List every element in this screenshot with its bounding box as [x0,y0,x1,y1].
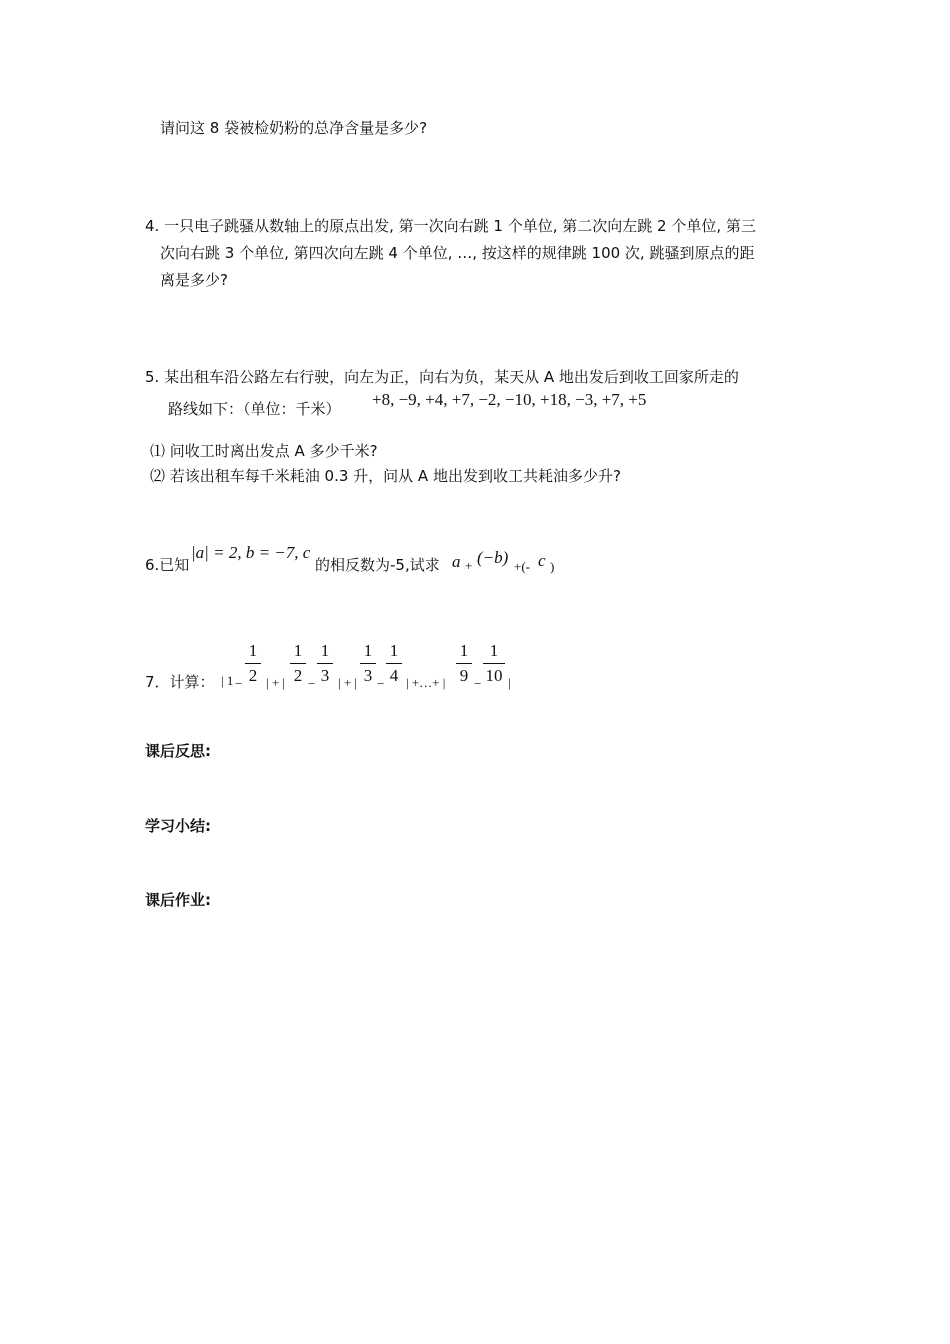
question-6-middle: 的相反数为-5,试求 [315,556,440,574]
section-homework: 课后作业: [145,891,211,909]
question-5-line-1: 5. 某出租车沿公路左右行驶，向左为正，向右为负，某天从 A 地出发后到收工回家所走的 [145,368,739,386]
fraction-1-10: 1 10 [483,641,505,686]
expr-close: ) [550,559,555,574]
question-5-sub-1: ⑴ 问收工时离出发点 A 多少千米? [150,442,378,460]
minus-4: − [474,676,482,691]
fraction-1-2b: 1 2 [290,641,306,686]
minus-2: − [308,676,316,691]
fraction-1-2: 1 2 [245,641,261,686]
expr-neg-b: (−b) [477,548,509,567]
route-values: +8, −9, +4, +7, −2, −10, +18, −3, +7, +5 [372,390,647,409]
expr-c: c [538,551,546,570]
expr-a: a [452,552,461,571]
expr-plus-2: +(- [514,559,530,574]
abs-end: | [508,675,511,690]
fraction-1-3: 1 3 [317,641,333,686]
separator-1: | + | [266,675,286,690]
fraction-1-4: 1 4 [386,641,402,686]
question-3-tail: 请问这 8 袋被检奶粉的总净含量是多少? [160,119,428,137]
question-6-given: |a| = 2, b = −7, c [191,543,311,562]
question-5-line-2: 路线如下：（单位：千米） [168,400,341,418]
question-4-line-3: 离是多少? [160,271,228,289]
section-summary: 学习小结: [145,817,211,835]
separator-2: | + | [338,675,358,690]
minus-1: − [235,676,243,691]
question-7-label: 7．计算： [145,673,215,691]
minus-3: − [377,676,385,691]
question-4-line-1: 4. 一只电子跳骚从数轴上的原点出发, 第一次向右跳 1 个单位, 第二次向左跳 2 个单位, 第三 [145,217,756,235]
ellipsis-separator: | +…+ | [406,675,446,690]
question-5-sub-2: ⑵ 若该出租车每千米耗油 0.3 升，问从 A 地出发到收工共耗油多少升? [150,467,621,485]
fraction-1-3b: 1 3 [360,641,376,686]
fraction-1-9: 1 9 [456,641,472,686]
question-4-line-2: 次向右跳 3 个单位, 第四次向左跳 4 个单位, …, 按这样的规律跳 100 次, 跳骚到原点的距 [160,244,755,262]
question-6-prefix: 6.已知 [145,556,190,574]
expr-plus-1: + [465,558,473,573]
section-reflection: 课后反思: [145,742,211,760]
abs-start: | 1 [221,673,234,688]
